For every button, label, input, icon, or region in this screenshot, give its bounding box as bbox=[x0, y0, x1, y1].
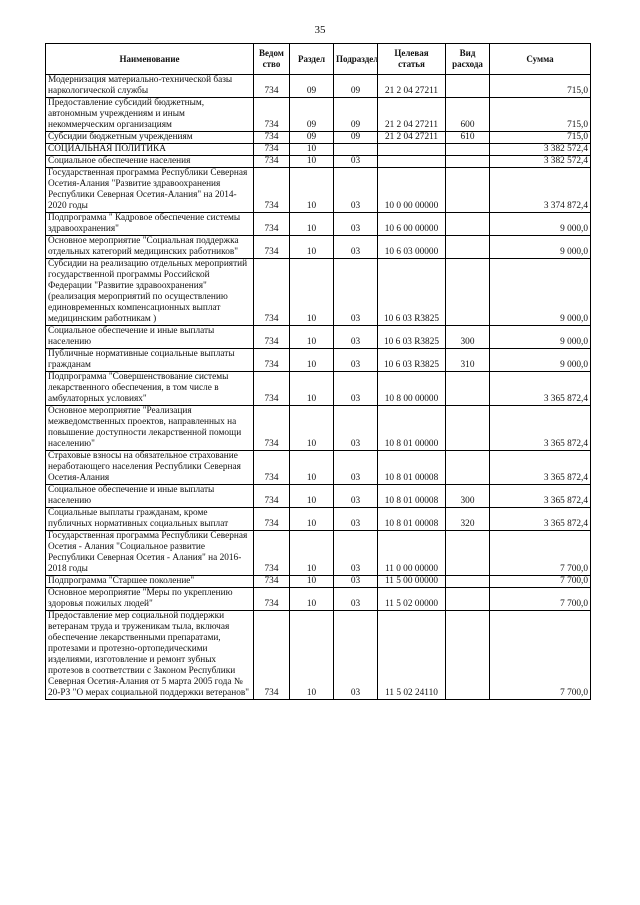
cell-razdel: 10 bbox=[290, 508, 334, 531]
header-sum: Сумма bbox=[490, 44, 591, 75]
cell-podrazdel: 03 bbox=[334, 372, 378, 406]
cell-razdel: 10 bbox=[290, 259, 334, 326]
table-row bbox=[46, 156, 591, 168]
cell-razdel: 10 bbox=[290, 588, 334, 611]
cell-target: 11 5 02 24110 bbox=[378, 611, 446, 700]
cell-podrazdel: 03 bbox=[334, 236, 378, 259]
cell-sum: 9 000,0 bbox=[490, 236, 591, 259]
table-row bbox=[46, 588, 591, 611]
cell-ved: 734 bbox=[254, 168, 290, 213]
cell-sum: 3 365 872,4 bbox=[490, 406, 591, 451]
table-row bbox=[46, 349, 591, 372]
cell-razdel: 09 bbox=[290, 75, 334, 98]
header-ved: Ведом ство bbox=[254, 44, 290, 75]
cell-name: Основное мероприятие "Меры по укреплению здоровья пожилых людей" bbox=[46, 588, 254, 611]
cell-name: Публичные нормативные социальные выплаты гражданам bbox=[46, 349, 254, 372]
table-row bbox=[46, 75, 591, 98]
cell-name: Основное мероприятие "Социальная поддержка отдельных категорий медицинских работников" bbox=[46, 236, 254, 259]
cell-razdel: 10 bbox=[290, 213, 334, 236]
cell-name: Подпрограмма " Кадровое обеспечение системы здравоохранения" bbox=[46, 213, 254, 236]
cell-vid bbox=[446, 156, 490, 168]
cell-vid bbox=[446, 611, 490, 700]
table-row bbox=[46, 144, 591, 156]
cell-ved: 734 bbox=[254, 576, 290, 588]
cell-vid bbox=[446, 213, 490, 236]
cell-vid bbox=[446, 531, 490, 576]
cell-vid bbox=[446, 259, 490, 326]
cell-name: Государственная программа Республики Северная Осетия-Алания "Развитие здравоохранения Республики Северная Осетия-Алания" на 2014-2020 годы bbox=[46, 168, 254, 213]
table-row bbox=[46, 236, 591, 259]
cell-podrazdel: 09 bbox=[334, 98, 378, 132]
cell-name: СОЦИАЛЬНАЯ ПОЛИТИКА bbox=[46, 144, 254, 156]
cell-razdel: 10 bbox=[290, 168, 334, 213]
cell-sum: 3 374 872,4 bbox=[490, 168, 591, 213]
cell-razdel: 10 bbox=[290, 576, 334, 588]
cell-ved: 734 bbox=[254, 326, 290, 349]
cell-sum: 715,0 bbox=[490, 75, 591, 98]
cell-target: 10 6 03 R3825 bbox=[378, 259, 446, 326]
cell-name: Социальное обеспечение и иные выплаты населению bbox=[46, 485, 254, 508]
cell-name: Предоставление субсидий бюджетным, автономным учреждениям и иным некоммерческим организациям bbox=[46, 98, 254, 132]
cell-vid bbox=[446, 406, 490, 451]
cell-target: 11 0 00 00000 bbox=[378, 531, 446, 576]
cell-ved: 734 bbox=[254, 485, 290, 508]
cell-vid bbox=[446, 372, 490, 406]
cell-sum: 9 000,0 bbox=[490, 349, 591, 372]
cell-vid bbox=[446, 168, 490, 213]
table-row bbox=[46, 611, 591, 700]
cell-name: Социальное обеспечение и иные выплаты населению bbox=[46, 326, 254, 349]
table-row bbox=[46, 508, 591, 531]
cell-ved: 734 bbox=[254, 508, 290, 531]
cell-sum: 715,0 bbox=[490, 132, 591, 144]
header-podrazdel: Подраздел bbox=[334, 44, 378, 75]
table-row bbox=[46, 406, 591, 451]
cell-name: Субсидии бюджетным учреждениям bbox=[46, 132, 254, 144]
cell-sum: 9 000,0 bbox=[490, 213, 591, 236]
cell-target bbox=[378, 144, 446, 156]
cell-razdel: 10 bbox=[290, 156, 334, 168]
cell-sum: 3 365 872,4 bbox=[490, 485, 591, 508]
cell-target: 11 5 02 00000 bbox=[378, 588, 446, 611]
cell-target: 10 6 03 R3825 bbox=[378, 349, 446, 372]
cell-target: 10 8 01 00008 bbox=[378, 508, 446, 531]
cell-podrazdel: 03 bbox=[334, 406, 378, 451]
cell-sum: 3 382 572,4 bbox=[490, 144, 591, 156]
cell-target: 10 0 00 00000 bbox=[378, 168, 446, 213]
cell-sum: 3 365 872,4 bbox=[490, 508, 591, 531]
cell-podrazdel: 03 bbox=[334, 485, 378, 508]
cell-vid bbox=[446, 75, 490, 98]
cell-ved: 734 bbox=[254, 259, 290, 326]
header-vid: Вид расхода bbox=[446, 44, 490, 75]
cell-sum: 3 382 572,4 bbox=[490, 156, 591, 168]
cell-razdel: 09 bbox=[290, 98, 334, 132]
cell-podrazdel: 03 bbox=[334, 531, 378, 576]
cell-razdel: 09 bbox=[290, 132, 334, 144]
cell-target: 10 6 00 00000 bbox=[378, 213, 446, 236]
cell-razdel: 10 bbox=[290, 531, 334, 576]
cell-podrazdel: 09 bbox=[334, 132, 378, 144]
header-name: Наименование bbox=[46, 44, 254, 75]
cell-name: Страховые взносы на обязательное страхование неработающего населения Республики Северная Осетия-Алания bbox=[46, 451, 254, 485]
cell-razdel: 10 bbox=[290, 372, 334, 406]
cell-razdel: 10 bbox=[290, 144, 334, 156]
cell-sum: 3 365 872,4 bbox=[490, 372, 591, 406]
cell-podrazdel: 03 bbox=[334, 588, 378, 611]
cell-name: Основное мероприятие "Реализация межведомственных проектов, направленных на повышение доступности лекарственной помощи населению" bbox=[46, 406, 254, 451]
cell-sum: 7 700,0 bbox=[490, 588, 591, 611]
cell-target: 10 8 01 00000 bbox=[378, 406, 446, 451]
cell-razdel: 10 bbox=[290, 326, 334, 349]
cell-ved: 734 bbox=[254, 156, 290, 168]
cell-podrazdel: 03 bbox=[334, 259, 378, 326]
table-row bbox=[46, 259, 591, 326]
cell-ved: 734 bbox=[254, 588, 290, 611]
cell-ved: 734 bbox=[254, 75, 290, 98]
table-row bbox=[46, 485, 591, 508]
cell-razdel: 10 bbox=[290, 611, 334, 700]
table-row bbox=[46, 372, 591, 406]
cell-ved: 734 bbox=[254, 611, 290, 700]
cell-sum: 7 700,0 bbox=[490, 611, 591, 700]
table-row bbox=[46, 213, 591, 236]
cell-vid: 610 bbox=[446, 132, 490, 144]
table-row bbox=[46, 168, 591, 213]
cell-razdel: 10 bbox=[290, 349, 334, 372]
cell-podrazdel: 03 bbox=[334, 508, 378, 531]
budget-table bbox=[45, 43, 591, 700]
cell-name: Социальные выплаты гражданам, кроме публичных нормативных социальных выплат bbox=[46, 508, 254, 531]
cell-vid bbox=[446, 576, 490, 588]
cell-vid: 600 bbox=[446, 98, 490, 132]
cell-target: 21 2 04 27211 bbox=[378, 132, 446, 144]
cell-name: Подпрограмма "Совершенствование системы лекарственного обеспечения, в том числе в амбулаторных условиях" bbox=[46, 372, 254, 406]
table-row bbox=[46, 531, 591, 576]
cell-podrazdel: 03 bbox=[334, 326, 378, 349]
cell-sum: 7 700,0 bbox=[490, 576, 591, 588]
cell-vid bbox=[446, 451, 490, 485]
cell-target: 10 8 00 00000 bbox=[378, 372, 446, 406]
cell-podrazdel: 03 bbox=[334, 156, 378, 168]
header-razdel: Раздел bbox=[290, 44, 334, 75]
cell-target: 21 2 04 27211 bbox=[378, 75, 446, 98]
cell-vid: 310 bbox=[446, 349, 490, 372]
cell-target bbox=[378, 156, 446, 168]
cell-podrazdel: 03 bbox=[334, 576, 378, 588]
cell-sum: 9 000,0 bbox=[490, 259, 591, 326]
cell-razdel: 10 bbox=[290, 406, 334, 451]
cell-razdel: 10 bbox=[290, 485, 334, 508]
cell-sum: 9 000,0 bbox=[490, 326, 591, 349]
cell-podrazdel: 03 bbox=[334, 611, 378, 700]
cell-target: 10 8 01 00008 bbox=[378, 485, 446, 508]
cell-vid: 320 bbox=[446, 508, 490, 531]
header-target: Целевая статья bbox=[378, 44, 446, 75]
cell-ved: 734 bbox=[254, 451, 290, 485]
cell-podrazdel: 09 bbox=[334, 75, 378, 98]
cell-target: 10 8 01 00008 bbox=[378, 451, 446, 485]
table-row bbox=[46, 132, 591, 144]
cell-vid bbox=[446, 588, 490, 611]
cell-name: Модернизация материально-технической базы наркологической службы bbox=[46, 75, 254, 98]
cell-ved: 734 bbox=[254, 132, 290, 144]
page-number: 35 bbox=[314, 24, 326, 36]
cell-podrazdel: 03 bbox=[334, 349, 378, 372]
cell-name: Государственная программа Республики Северная Осетия - Алания "Социальное развитие Республики Северная Осетия - Алания" на 2016-2018 годы bbox=[46, 531, 254, 576]
table-row bbox=[46, 326, 591, 349]
cell-name: Социальное обеспечение населения bbox=[46, 156, 254, 168]
table-row bbox=[46, 451, 591, 485]
cell-razdel: 10 bbox=[290, 236, 334, 259]
table-row bbox=[46, 576, 591, 588]
cell-vid: 300 bbox=[446, 326, 490, 349]
cell-sum: 3 365 872,4 bbox=[490, 451, 591, 485]
cell-name: Субсидии на реализацию отдельных мероприятий государственной программы Российской Федерации "Развитие здравоохранения" (реализация мероприятий по осуществлению единовременных компенсационных выплат медицинским работникам ) bbox=[46, 259, 254, 326]
cell-target: 21 2 04 27211 bbox=[378, 98, 446, 132]
cell-podrazdel: 03 bbox=[334, 213, 378, 236]
cell-podrazdel: 03 bbox=[334, 451, 378, 485]
cell-vid bbox=[446, 144, 490, 156]
cell-name: Подпрограмма "Старшее поколение" bbox=[46, 576, 254, 588]
cell-podrazdel bbox=[334, 144, 378, 156]
cell-ved: 734 bbox=[254, 406, 290, 451]
cell-vid bbox=[446, 236, 490, 259]
cell-ved: 734 bbox=[254, 98, 290, 132]
cell-ved: 734 bbox=[254, 531, 290, 576]
cell-ved: 734 bbox=[254, 236, 290, 259]
table-row bbox=[46, 98, 591, 132]
cell-ved: 734 bbox=[254, 372, 290, 406]
cell-sum: 7 700,0 bbox=[490, 531, 591, 576]
cell-sum: 715,0 bbox=[490, 98, 591, 132]
cell-name: Предоставление мер социальной поддержки ветеранам труда и труженикам тыла, включая обеспечение лекарственными препаратами, протезами и протезно-ортопедическими изделиями, изготовление и ремонт зубных протезов в соответствии с Законом Республики Северная Осетия-Алания от 5 марта 2005 года № 20-РЗ "О мерах социальной поддержки ветеранов" bbox=[46, 611, 254, 700]
cell-razdel: 10 bbox=[290, 451, 334, 485]
cell-ved: 734 bbox=[254, 144, 290, 156]
cell-target: 10 6 03 00000 bbox=[378, 236, 446, 259]
cell-podrazdel: 03 bbox=[334, 168, 378, 213]
cell-target: 10 6 03 R3825 bbox=[378, 326, 446, 349]
cell-vid: 300 bbox=[446, 485, 490, 508]
cell-target: 11 5 00 00000 bbox=[378, 576, 446, 588]
cell-ved: 734 bbox=[254, 349, 290, 372]
table-header-row bbox=[46, 44, 591, 75]
cell-ved: 734 bbox=[254, 213, 290, 236]
